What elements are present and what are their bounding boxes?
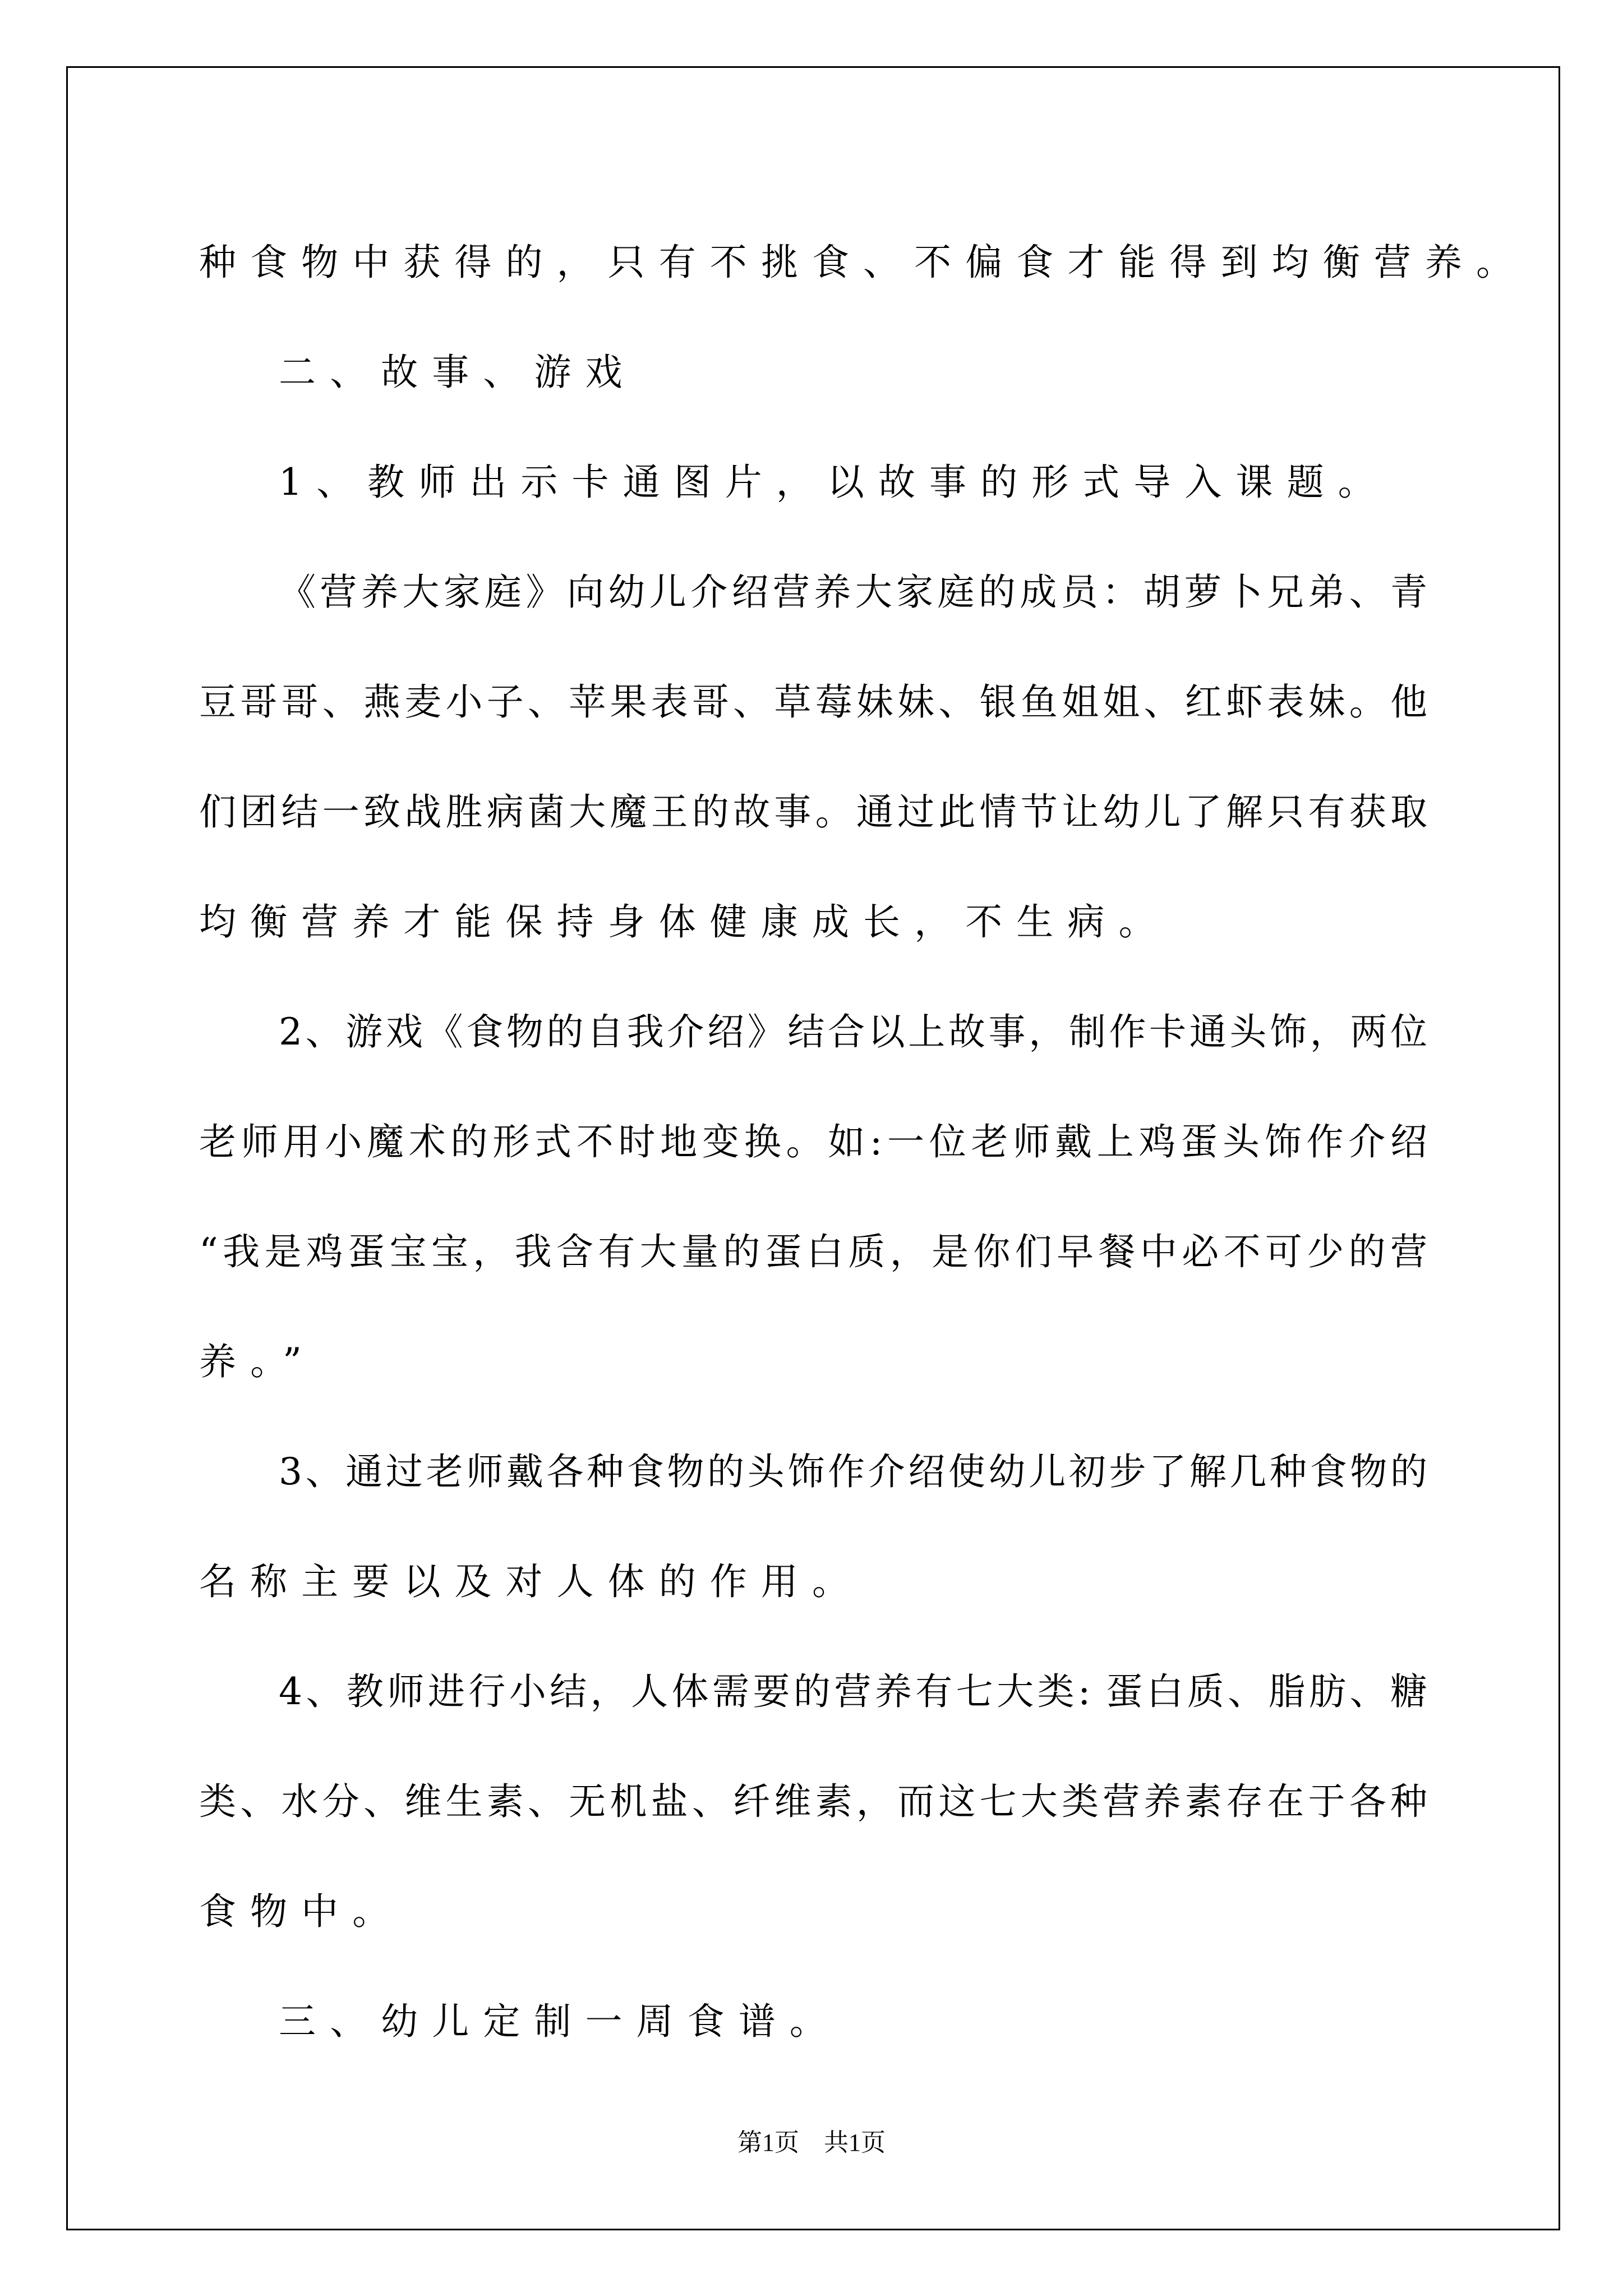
section-heading: 三、幼儿定制一周食谱。 (279, 2000, 841, 2043)
section-heading: 二、故事、游戏 (279, 351, 637, 394)
paragraph-line: 豆哥哥、燕麦小子、苹果表哥、草莓妹妹、银鱼姐姐、红虾表妹。他 (199, 680, 1427, 724)
document-body (199, 208, 1528, 2077)
paragraph-line: 均衡营养才能保持身体健康成长，不生病。 (199, 900, 1170, 944)
paragraph-line: 3、通过老师戴各种食物的头饰作介绍使幼儿初步了解几种食物的 (279, 1450, 1427, 1493)
paragraph-line: 养。” (199, 1340, 316, 1383)
paragraph-line: 4、教师进行小结，人体需要的营养有七大类: 蛋白质、脂肪、糖 (279, 1670, 1427, 1713)
paragraph-line: 种食物中获得的，只有不挑食、不偏食才能得到均衡营养。 (199, 241, 1528, 284)
paragraph-line: 类、水分、维生素、无机盐、纤维素，而这七大类营养素存在于各种 (199, 1780, 1427, 1823)
paragraph-line: 老师用小魔术的形式不时地变换。如:一位老师戴上鸡蛋头饰作介绍 (199, 1120, 1427, 1163)
paragraph-line: 《营养大家庭》向幼儿介绍营养大家庭的成员：胡萝卜兄弟、青 (279, 570, 1427, 614)
paragraph-line: 1、教师出示卡通图片，以故事的形式导入课题。 (279, 461, 1389, 504)
page-footer: 第1页 共1页 (737, 2129, 886, 2156)
paragraph-line: “我是鸡蛋宝宝，我含有大量的蛋白质，是你们早餐中必不可少的营 (199, 1230, 1427, 1273)
paragraph-line: 名称主要以及对人体的作用。 (199, 1560, 864, 1603)
paragraph-line: 食物中。 (199, 1890, 404, 1933)
paragraph-line: 2、游戏《食物的自我介绍》结合以上故事，制作卡通头饰，两位 (279, 1010, 1427, 1053)
paragraph-line: 们团结一致战胜病菌大魔王的故事。通过此情节让幼儿了解只有获取 (199, 790, 1427, 834)
